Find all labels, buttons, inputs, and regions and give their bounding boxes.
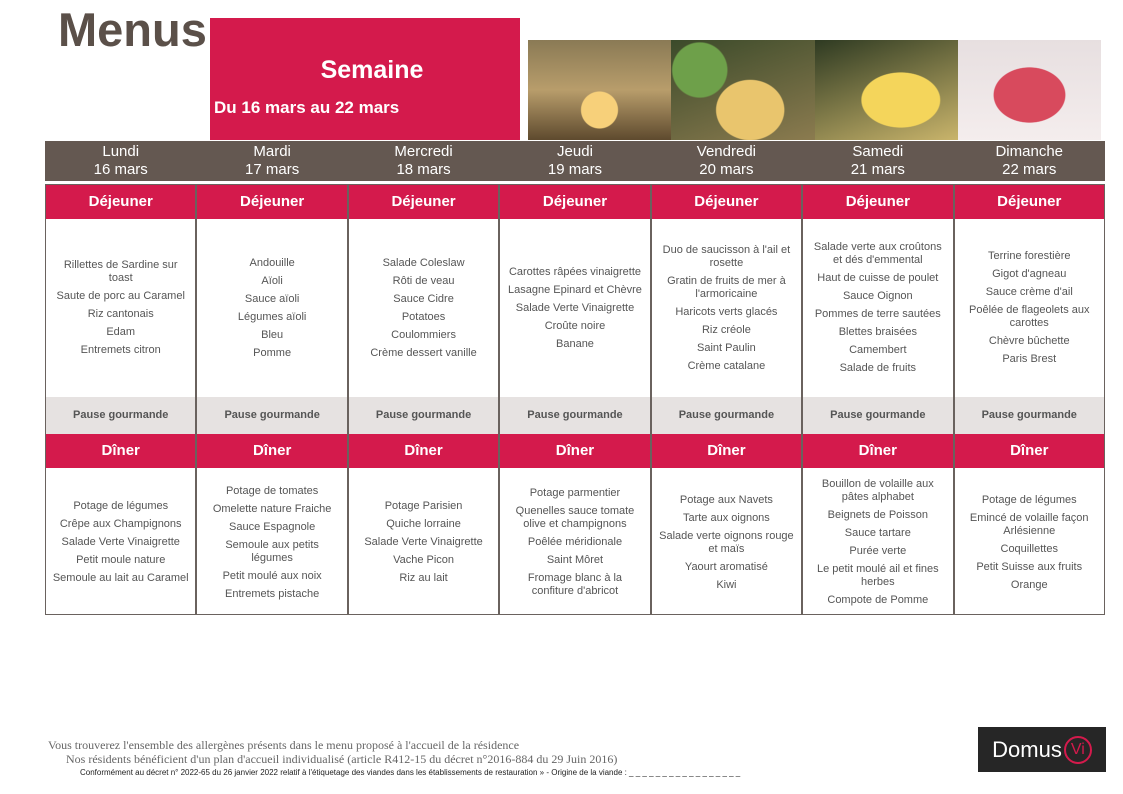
menu-item: Beignets de Poisson (827, 509, 928, 521)
day-name: Mardi (253, 143, 291, 160)
menu-item: Salade de fruits (839, 362, 917, 374)
menu-item: Compote de Pomme (827, 594, 929, 606)
menu-item: Quenelles sauce tomate olive et champignons (515, 505, 635, 530)
menu-item: Carottes râpées vinaigrette (508, 265, 642, 278)
menu-item: Potage parmentier (529, 487, 621, 499)
menu-item: Potage aux Navets (679, 493, 773, 506)
menu-item: Sauce crème d'ail (985, 286, 1073, 298)
week-range: Du 16 mars au 22 mars (214, 98, 400, 117)
menu-item: Lasagne Epinard et Chèvre (508, 283, 642, 296)
menu-item: Salade verte oignons rouge et maïs (659, 529, 794, 555)
menu-item: Haricots verts glacés (675, 305, 778, 318)
footer-allergens-note: Vous trouverez l'ensemble des allergènes présents dans le menu proposé à l'accueil de la résidence (48, 738, 520, 752)
day-name: Lundi (102, 143, 140, 160)
menu-item: Entremets pistache (225, 587, 320, 600)
menu-item: Camembert (849, 344, 907, 356)
menu-item: Sauce Oignon (842, 290, 913, 302)
lunch-header: Déjeuner (500, 185, 649, 219)
dinner-items (652, 469, 801, 616)
day-date: 19 mars (547, 161, 603, 178)
day-column (955, 185, 1104, 614)
snack-row: Pause gourmande (803, 397, 952, 434)
dinner-header: Dîner (197, 434, 346, 468)
menu-item: Paris Brest (1002, 353, 1057, 365)
menu-item: Pomme (253, 346, 292, 359)
menu-item: Le petit moulé ail et fines herbes (816, 563, 939, 588)
menu-item: Andouille (249, 256, 295, 269)
lunch-header: Déjeuner (803, 185, 952, 219)
page-title: Menus (58, 3, 207, 56)
menu-item: Terrine forestière (987, 250, 1071, 262)
menu-item: Poêlée de flageolets aux carottes (969, 304, 1090, 329)
day-header (196, 141, 347, 181)
menu-item: Potage de légumes (73, 500, 169, 512)
menu-item: Rillettes de Sardine sur toast (63, 259, 178, 284)
menu-item: Crème dessert vanille (370, 346, 477, 359)
menu-item: Bouillon de volaille aux pâtes alphabet (821, 478, 934, 503)
menu-item: Banane (556, 337, 594, 350)
menu-item: Salade Coleslaw (382, 256, 465, 269)
day-header (802, 141, 953, 181)
lunch-header: Déjeuner (955, 185, 1104, 219)
menu-item: Edam (106, 326, 136, 338)
menu-item: Entremets citron (80, 344, 161, 356)
menu-item: Salade Verte Vinaigrette (364, 536, 483, 548)
menu-item: Sauce tartare (844, 527, 911, 539)
menu-item: Blettes braisées (838, 326, 917, 338)
menu-grid (45, 184, 1105, 615)
menu-item: Potage Parisien (384, 500, 463, 512)
menu-item: Salade verte aux croûtons et dés d'emmental (813, 241, 942, 266)
menu-item: Petit Suisse aux fruits (976, 560, 1083, 573)
day-header (499, 141, 650, 181)
menu-item: Crêpe aux Champignons (59, 518, 182, 530)
day-column (349, 185, 500, 614)
dinner-header: Dîner (955, 434, 1104, 468)
dinner-header: Dîner (803, 434, 952, 468)
day-date: 17 mars (245, 161, 300, 178)
dinner-header: Dîner (349, 434, 498, 468)
day-column (803, 185, 954, 614)
food-photo-asparagus (528, 40, 671, 140)
dinner-items (349, 469, 498, 616)
menu-item: Rôti de veau (392, 274, 455, 287)
day-name: Samedi (852, 143, 904, 160)
day-header (954, 141, 1105, 181)
food-photo-cake (958, 40, 1101, 140)
menu-item: Sauce Espagnole (229, 520, 316, 533)
day-name: Mercredi (394, 143, 453, 160)
lunch-header: Déjeuner (197, 185, 346, 219)
domusvi-logo (978, 727, 1106, 772)
dinner-items (197, 469, 346, 616)
menu-item: Pommes de terre sautées (814, 308, 941, 320)
food-photo-cheese (815, 40, 958, 140)
menu-item: Crème catalane (687, 359, 766, 372)
menu-item: Duo de saucisson à l'ail et rosette (662, 243, 791, 269)
day-column (500, 185, 651, 614)
dinner-header: Dîner (652, 434, 801, 468)
lunch-header: Déjeuner (349, 185, 498, 219)
dinner-items (803, 469, 952, 616)
lunch-header: Déjeuner (652, 185, 801, 219)
menu-item: Coulommiers (391, 328, 456, 341)
day-date: 16 mars (93, 161, 148, 178)
menu-item: Quiche lorraine (386, 518, 461, 530)
menu-item: Petit moule nature (76, 554, 166, 566)
day-header (651, 141, 802, 181)
menu-item: Salade Verte Vinaigrette (515, 301, 635, 314)
menu-item: Omelette nature Fraiche (212, 502, 332, 515)
lunch-items (803, 220, 952, 396)
menu-item: Sauce Cidre (393, 292, 454, 305)
menu-item: Kiwi (716, 578, 737, 591)
lunch-items (500, 220, 649, 396)
menu-item: Gigot d'agneau (992, 268, 1067, 280)
menu-item: Yaourt aromatisé (684, 560, 768, 573)
snack-row: Pause gourmande (349, 397, 498, 434)
day-name: Dimanche (995, 143, 1063, 160)
snack-row: Pause gourmande (197, 397, 346, 434)
dinner-items (955, 469, 1104, 616)
logo-mark: Vi (1064, 736, 1092, 764)
day-date: 18 mars (396, 161, 451, 178)
day-header (348, 141, 499, 181)
lunch-items (46, 220, 195, 396)
day-column (652, 185, 803, 614)
menu-item: Gratin de fruits de mer à l'armoricaine (667, 274, 786, 300)
day-date: 22 mars (1002, 161, 1057, 178)
day-column (197, 185, 348, 614)
menu-item: Sauce aïoli (244, 292, 300, 305)
menu-item: Bleu (261, 328, 284, 341)
menu-item: Semoule au lait au Caramel (52, 572, 189, 584)
snack-row: Pause gourmande (955, 397, 1104, 434)
week-label: Semaine (320, 56, 424, 84)
menu-item: Haut de cuisse de poulet (817, 272, 939, 284)
day-name: Vendredi (696, 143, 756, 160)
menu-item: Semoule aux petits légumes (225, 538, 319, 564)
menu-item: Emincé de volaille façon Arlésienne (969, 511, 1089, 537)
menu-item: Saint Môret (546, 554, 604, 566)
menu-item: Aïoli (261, 274, 283, 287)
day-header-bar (45, 141, 1105, 181)
menu-item: Tarte aux oignons (682, 511, 770, 524)
lunch-items (652, 220, 801, 396)
menu-item: Potage de légumes (981, 493, 1077, 506)
lunch-items (349, 220, 498, 396)
menu-item: Riz créole (701, 323, 751, 336)
lunch-header: Déjeuner (46, 185, 195, 219)
menu-item: Coquillettes (1000, 542, 1058, 555)
menu-item: Croûte noire (544, 319, 606, 332)
menu-item: Saute de porc au Caramel (56, 290, 185, 302)
menu-item: Chèvre bûchette (988, 335, 1070, 347)
menu-item: Orange (1010, 578, 1048, 591)
menu-item: Potatoes (401, 310, 446, 323)
day-date: 21 mars (850, 161, 905, 178)
menu-item: Poêlée méridionale (527, 536, 623, 548)
dinner-header: Dîner (46, 434, 195, 468)
footer-plan-note: Nos résidents bénéficient d'un plan d'accueil individualisé (article R412-15 du décret n°2016-884 du 29 Juin 2016) (66, 752, 618, 766)
snack-row: Pause gourmande (500, 397, 649, 434)
menu-item: Légumes aïoli (237, 310, 307, 323)
day-column (46, 185, 197, 614)
dinner-header: Dîner (500, 434, 649, 468)
menu-item: Fromage blanc à la confiture d'abricot (527, 572, 623, 597)
snack-row: Pause gourmande (46, 397, 195, 434)
menu-item: Petit moulé aux noix (222, 569, 322, 582)
menu-item: Saint Paulin (697, 341, 756, 354)
lunch-items (197, 220, 346, 396)
week-banner (210, 18, 520, 140)
dinner-items (500, 469, 649, 616)
day-date: 20 mars (699, 161, 754, 178)
menu-item: Purée verte (849, 545, 907, 557)
food-photo-strip (528, 40, 1101, 140)
day-name: Jeudi (557, 143, 593, 160)
snack-row: Pause gourmande (652, 397, 801, 434)
logo-text: Domus (992, 736, 1062, 762)
food-photo-pasta (671, 40, 814, 140)
footer-meat-origin-note: Conformément au décret n° 2022-65 du 26 janvier 2022 relatif à l'étiquetage des viandes dans les établissements de restauration » - Origine de la viande : _ _ _ _ _ _ _ _ _ _ _ _ _ _ _ _ _ (80, 768, 741, 777)
lunch-items (955, 220, 1104, 396)
menu-item: Potage de tomates (225, 484, 319, 497)
day-header (45, 141, 196, 181)
menu-item: Riz au lait (399, 572, 448, 584)
menu-item: Salade Verte Vinaigrette (61, 536, 180, 548)
dinner-items (46, 469, 195, 616)
menu-item: Riz cantonais (87, 308, 154, 320)
menu-item: Vache Picon (393, 554, 455, 566)
